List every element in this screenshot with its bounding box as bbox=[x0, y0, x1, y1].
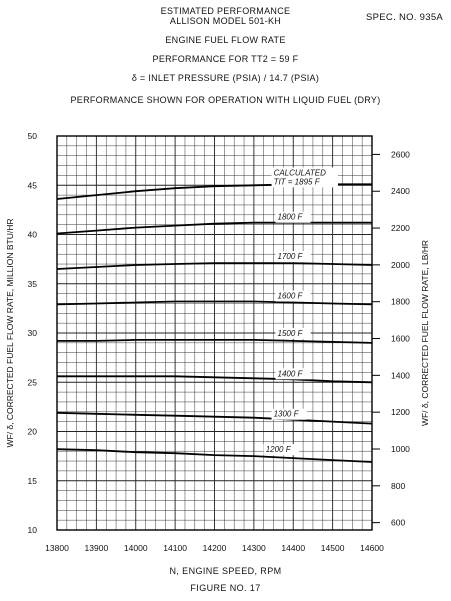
x-tick-label: 14000 bbox=[123, 543, 148, 553]
series-label: 1300 F bbox=[273, 409, 299, 419]
x-tick-label: 13800 bbox=[45, 543, 69, 553]
y2-tick-label: 2000 bbox=[391, 259, 410, 270]
x-tick-label: 14500 bbox=[320, 543, 345, 553]
fuel-note: PERFORMANCE SHOWN FOR OPERATION WITH LIQUID FUEL (DRY) bbox=[70, 95, 381, 105]
y2-tick-label: 1200 bbox=[391, 407, 410, 418]
y2-tick-label: 600 bbox=[391, 517, 406, 528]
series-label: 1600 F bbox=[277, 291, 303, 301]
x-axis-label: N, ENGINE SPEED, RPM bbox=[169, 566, 282, 576]
x-tick-label: 14400 bbox=[281, 543, 306, 553]
y2-tick-label: 1000 bbox=[391, 443, 410, 454]
y2-tick-label: 1600 bbox=[391, 333, 410, 344]
y2-tick-label: 800 bbox=[391, 480, 406, 491]
series-label: TIT = 1895 F bbox=[273, 177, 320, 187]
y-tick-label: 50 bbox=[27, 131, 37, 141]
title-line-1: ESTIMATED PERFORMANCE bbox=[160, 6, 291, 16]
y-tick-label: 30 bbox=[27, 328, 37, 338]
y-tick-label: 25 bbox=[27, 377, 37, 388]
y-tick-label: 45 bbox=[27, 180, 37, 191]
y-tick-label: 40 bbox=[27, 229, 37, 240]
series-label: 1800 F bbox=[277, 212, 303, 222]
series-label: 1200 F bbox=[265, 445, 291, 455]
y2-tick-label: 2400 bbox=[391, 186, 410, 197]
title-line-2: ALLISON MODEL 501-KH bbox=[169, 16, 282, 26]
x-tick-label: 14300 bbox=[242, 543, 266, 553]
y-tick-label: 15 bbox=[27, 475, 37, 486]
y2-tick-label: 1800 bbox=[391, 296, 410, 307]
y2-tick-label: 2600 bbox=[391, 149, 410, 160]
series-label: 1500 F bbox=[277, 328, 303, 338]
y2-axis-label: WF/ δ, CORRECTED FUEL FLOW RATE, LB/HR bbox=[420, 239, 430, 427]
y2-tick-label: 1400 bbox=[391, 370, 410, 381]
y-tick-label: 10 bbox=[27, 525, 37, 535]
x-tick-label: 14200 bbox=[202, 543, 227, 553]
y-axis-label: WF/ δ, CORRECTED FUEL FLOW RATE, MILLION BTU/HR bbox=[5, 218, 15, 448]
spec-number: SPEC. NO. 935A bbox=[366, 12, 444, 23]
y-tick-label: 20 bbox=[27, 426, 37, 437]
temperature-note: PERFORMANCE FOR TT2 = 59 F bbox=[152, 54, 299, 64]
y2-tick-label: 2200 bbox=[391, 223, 410, 234]
chart-title: ENGINE FUEL FLOW RATE bbox=[165, 35, 286, 45]
y-tick-label: 35 bbox=[27, 278, 37, 289]
figure-number: FIGURE NO. 17 bbox=[190, 583, 261, 593]
series-label: 1700 F bbox=[277, 252, 303, 262]
x-tick-label: 13900 bbox=[84, 543, 109, 553]
series-label: 1400 F bbox=[277, 369, 303, 379]
series-label: CALCULATED bbox=[273, 168, 326, 178]
delta-definition: δ = INLET PRESSURE (PSIA) / 14.7 (PSIA) bbox=[131, 73, 320, 83]
x-tick-label: 14100 bbox=[163, 543, 187, 553]
x-tick-label: 14600 bbox=[360, 543, 384, 553]
